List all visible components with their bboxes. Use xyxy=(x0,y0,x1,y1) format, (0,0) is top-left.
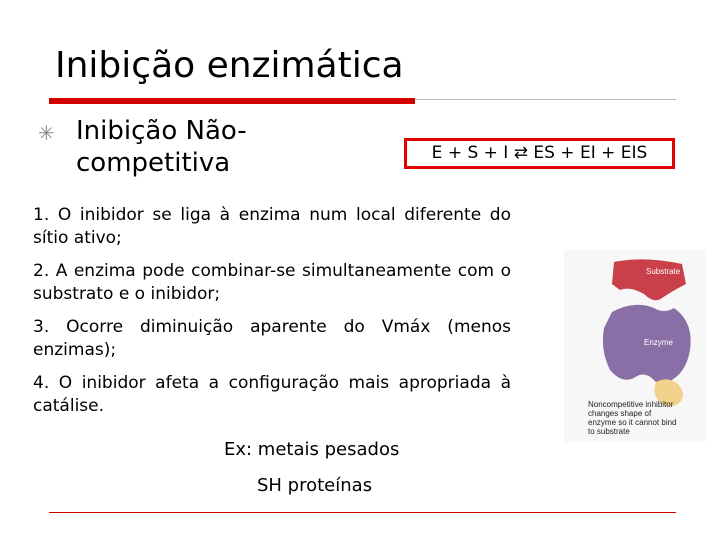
footer-divider xyxy=(49,512,676,513)
list-item: 3. Ocorre diminuição aparente do Vmáx (menos enzimas); xyxy=(33,317,511,360)
substrate-label: Substrate xyxy=(646,267,681,276)
substrate-shape xyxy=(612,259,686,300)
noncompetitive-inhibition-figure xyxy=(564,250,706,442)
title-divider-red xyxy=(49,98,415,104)
enzyme-label: Enzyme xyxy=(644,338,673,347)
bullet-asterisk-icon: ✳ xyxy=(38,121,55,145)
figure-caption: Noncompetitive inhibitor changes shape of enzyme so it cannot bind to substrate xyxy=(588,400,677,436)
example-sh-proteins: SH proteínas xyxy=(257,475,373,496)
list-item: 2. A enzima pode combinar-se simultaneamente com o substrato e o inibidor; xyxy=(33,261,511,304)
list-item: 1. O inibidor se liga à enzima num local diferente do sítio ativo; xyxy=(33,205,511,248)
equation-box xyxy=(404,138,675,169)
example-heavy-metals: Ex: metais pesados xyxy=(224,439,400,460)
equation-text: E + S + I ⇄ ES + EI + EIS xyxy=(407,141,672,166)
list-item: 4. O inibidor afeta a configuração mais apropriada à catálise. xyxy=(33,373,511,416)
slide-title: Inibição enzimática xyxy=(55,45,404,86)
bullet-heading: Inibição Não-competitiva xyxy=(76,116,247,178)
